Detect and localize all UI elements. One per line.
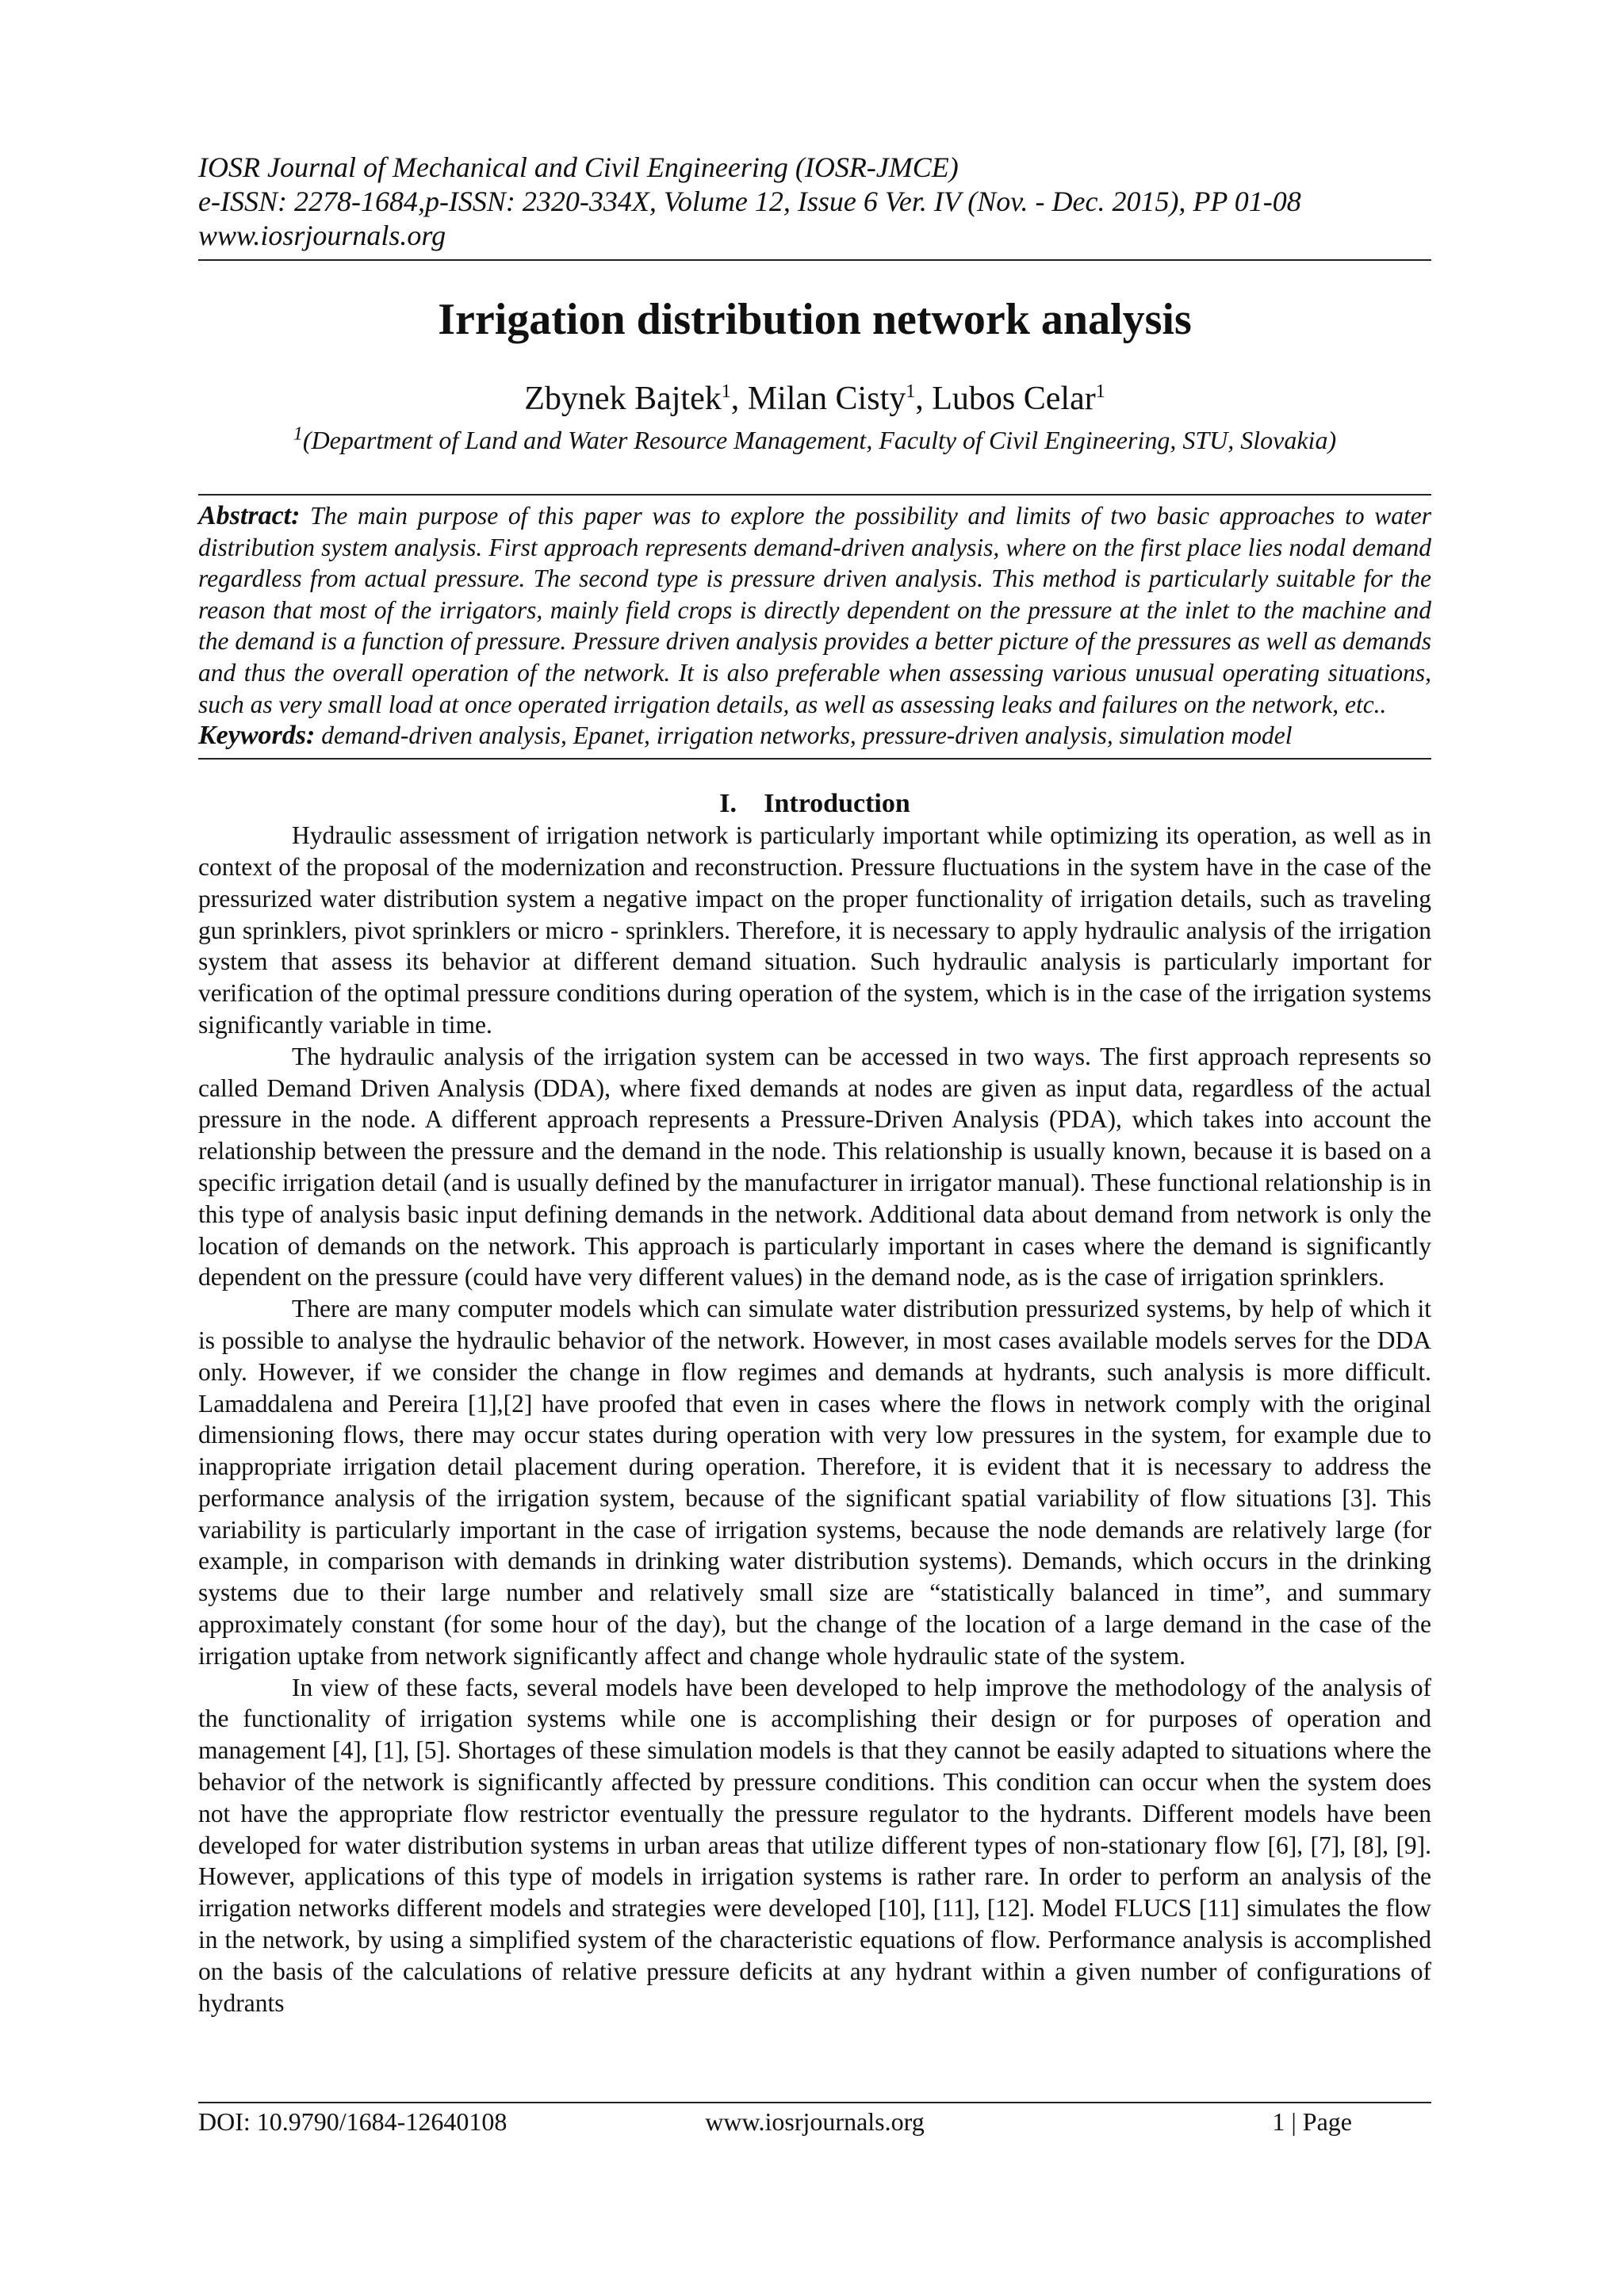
body-paragraph: There are many computer models which can simulate water distribution pressurized systems, by help of which it is possible to analyse the hydraulic behavior of the network. However, in most cases available models serves for the DDA only. However, if we consider the change in flow regimes and demands at hydrants, such analysis is more difficult. Lamaddalena and Pereira [1],[2] have proofed that even in cases where the flows in network comply with the original dimensioning flows, there may occur states during operation with very low pressures in the system, for example due to inappropriate irrigation detail placement during operation. Therefore, it is evident that it is necessary to address the performance analysis of the irrigation system, because of the significant spatial variability of flow situations [3]. This variability is particularly important in the case of irrigation systems, because the node demands are relatively large (for example, in comparison with demands in drinking water distribution systems). Demands, which occurs in the drinking systems due to their large number and relatively small size are “statistically balanced in time”, and summary approximately constant (for some hour of the day), but the change of the location of a large demand in the case of the irrigation uptake from network significantly affect and change whole hydraulic state of the system. — [198, 1295, 1431, 1670]
header-divider — [198, 259, 1431, 261]
abstract-bottom-divider — [198, 758, 1431, 760]
journal-header — [198, 151, 1431, 253]
section-body — [198, 820, 1431, 2019]
abstract-top-divider — [198, 494, 1431, 496]
body-paragraph: Hydraulic assessment of irrigation network is particularly important while optimizing its operation, as well as in context of the proposal of the modernization and reconstruction. Pressure fluctuations in the system have in the case of the pressurized water distribution system a negative impact on the proper functionality of irrigation details, such as traveling gun sprinklers, pivot sprinklers or micro - sprinklers. Therefore, it is necessary to apply hydraulic analysis of the irrigation system that assess its behavior at different demand situation. Such hydraulic analysis is particularly important for verification of the optimal pressure conditions during operation of the system, which is in the case of the irrigation systems significantly variable in time. — [198, 821, 1431, 1039]
author-affiliation-mark: 1 — [1095, 381, 1105, 402]
journal-name: IOSR Journal of Mechanical and Civil Engineering (IOSR-JMCE) — [198, 151, 959, 183]
author-separator: , — [915, 381, 933, 417]
section-heading — [198, 788, 1431, 820]
author-name: Lubos Celar — [932, 381, 1096, 417]
body-paragraph: In view of these facts, several models have been developed to help improve the methodology of the analysis of the functionality of irrigation systems while one is accomplishing their design or for purposes of operation and management [4], [1], [5]. Shortages of these simulation models is that they cannot be easily adapted to situations where the behavior of the network is significantly affected by pressure conditions. This condition can occur when the system does not have the appropriate flow restrictor eventually the pressure regulator to the hydrants. Different models have been developed for water distribution systems in urban areas that utilize different types of non-stationary flow [6], [7], [8], [9]. However, applications of this type of models in irrigation systems is rather rare. In order to perform an analysis of the irrigation networks different models and strategies were developed [10], [11], [12]. Model FLUCS [11] simulates the flow in the network, by using a simplified system of the characteristic equations of flow. Performance analysis is accomplished on the basis of the calculations of relative pressure deficits at any hydrant within a given number of configurations of hydrants — [198, 1673, 1431, 2017]
footer-divider — [198, 2102, 1431, 2103]
paper-title: Irrigation distribution network analysis — [438, 295, 1192, 344]
paper-page — [198, 151, 1431, 2019]
journal-url[interactable]: www.iosrjournals.org — [198, 220, 446, 251]
body-paragraph: The hydraulic analysis of the irrigation system can be accessed in two ways. The first approach represents so called Demand Driven Analysis (DDA), where fixed demands at nodes are given as input data, regardless of the actual pressure in the node. A different approach represents a Pressure-Driven Analysis (PDA), which takes into account the relationship between the pressure and the demand in the node. This relationship is usually known, because it is based on a specific irrigation detail (and is usually defined by the manufacturer in irrigator manual). These functional relationship is in this type of analysis basic input defining demands in the network. Additional data about demand from network is only the location of demands on the network. This approach is particularly important in cases where the demand is significantly dependent on the pressure (could have very different values) in the demand node, as is the case of irrigation sprinklers. — [198, 1042, 1431, 1292]
author-list — [198, 378, 1431, 419]
keywords — [198, 720, 1431, 752]
journal-issn: e-ISSN: 2278-1684,p-ISSN: 2320-334X, Volume 12, Issue 6 Ver. IV (Nov. - Dec. 2015), PP 01-08 — [198, 186, 1301, 217]
footer-site[interactable]: www.iosrjournals.org — [705, 2107, 925, 2136]
abstract-text: The main purpose of this paper was to explore the possibility and limits of two basic approaches to water distribution system analysis. First approach represents demand-driven analysis, where on the first place lies nodal demand regardless from actual pressure. The second type is pressure driven analysis. This method is particularly suitable for the reason that most of the irrigators, mainly field crops is directly dependent on the pressure at the inlet to the machine and the demand is a function of pressure. Pressure driven analysis provides a better picture of the pressures as well as demands and thus the overall operation of the network. It is also preferable when assessing various unusual operating situations, such as very small load at once operated irrigation details, as well as assessing leaks and failures on the network, etc.. — [198, 502, 1431, 718]
section-number: I. — [719, 789, 737, 819]
footer-page-number: 1 | Page — [1272, 2107, 1352, 2136]
footer-doi: DOI: 10.9790/1684-12640108 — [198, 2107, 508, 2136]
author-affiliation — [198, 424, 1431, 456]
author-name: Milan Cisty — [747, 381, 906, 417]
abstract-label: Abstract: — [198, 501, 301, 530]
author-separator: , — [730, 381, 748, 417]
affiliation-text: (Department of Land and Water Resource Management, Faculty of Civil Engineering, STU, Slovakia) — [302, 426, 1337, 454]
abstract — [198, 500, 1431, 720]
keywords-label: Keywords: — [198, 721, 316, 751]
affiliation-mark: 1 — [293, 423, 303, 445]
section-title: Introduction — [764, 789, 910, 819]
author-affiliation-mark: 1 — [906, 381, 916, 402]
keywords-text: demand-driven analysis, Epanet, irrigation networks, pressure-driven analysis, simulation model — [315, 721, 1293, 750]
author-name: Zbynek Bajtek — [524, 381, 722, 417]
author-affiliation-mark: 1 — [721, 381, 731, 402]
